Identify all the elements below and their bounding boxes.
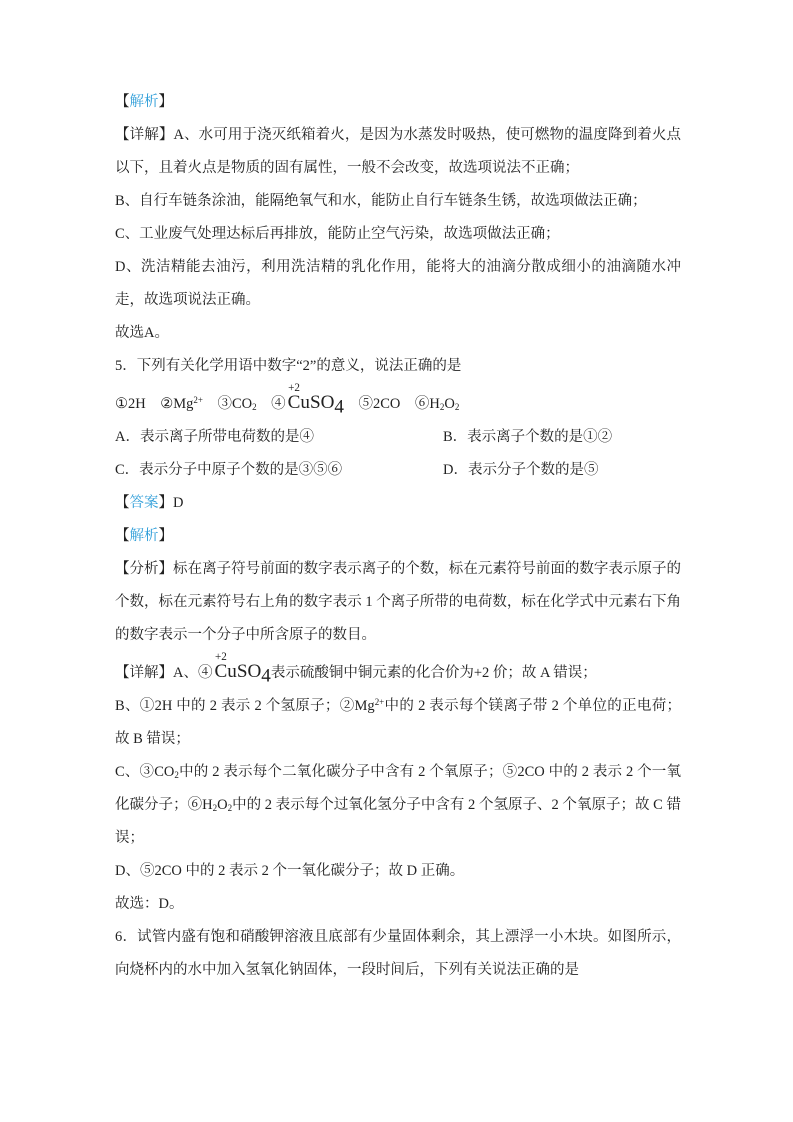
analysis-label-q5	[115, 520, 681, 553]
text-run: 【	[115, 494, 130, 511]
text-run: 中的 2 表示每个二氧化碳分子中含有 2 个氧原子；⑤2CO 中的 2 表示 2 个一氧化碳分子；⑥H	[115, 763, 681, 813]
text-run: 表示硫酸铜中铜元素的化合价为+2 价；故 A 错误；	[270, 664, 597, 681]
text-run: ①2H	[115, 395, 146, 412]
text-run: 2	[454, 402, 460, 413]
detail-d-q5	[115, 855, 681, 888]
document-content	[115, 86, 681, 987]
text-run: 2+	[374, 696, 385, 707]
text-run: 2	[174, 770, 179, 781]
text-run: ⑥H	[400, 395, 440, 412]
text-run: 【详解】A、④	[115, 664, 213, 681]
analysis-label-q4	[115, 86, 681, 119]
question-5-options-ab-col-1	[115, 421, 443, 454]
text-run: C、③CO	[115, 763, 175, 780]
text-run: C、工业废气处理达标后再排放，能防止空气污染，故选项做法正确；	[115, 226, 560, 242]
text-run: O	[444, 395, 455, 412]
text-run: 】	[158, 94, 173, 110]
text-run: 】D	[158, 494, 184, 511]
question-5-options-cd-col-1	[115, 454, 443, 487]
text-run: 5．下列有关化学用语中数字“2”的意义，说法正确的是	[115, 358, 462, 374]
text-run: 故选A。	[115, 325, 169, 341]
text-run: ②Mg	[145, 395, 194, 412]
valence-number: +2	[288, 382, 300, 394]
detail-a-q5	[115, 652, 681, 690]
element-symbol: Cu	[287, 391, 310, 413]
detail-c-q5	[115, 756, 681, 855]
text-run: ④	[256, 395, 286, 412]
valence-number: +2	[215, 650, 227, 663]
text-run: 故选：D。	[115, 895, 184, 912]
valence-formula	[214, 652, 236, 681]
text-run: 【	[115, 94, 130, 110]
text-run: 解析	[129, 527, 159, 544]
text-run: 2	[439, 402, 445, 413]
analysis-para-q5	[115, 553, 681, 652]
valence-formula	[288, 383, 310, 412]
detail-option-c-q4	[115, 218, 681, 251]
conclusion-q4	[115, 317, 681, 350]
text-run: SO	[309, 391, 335, 413]
text-run: 6．试管内盛有饱和硝酸钾溶液且底部有少量固体剩余，其上漂浮一小木块。如图所示，向烧杯内的水中加入氢氧化钠固体，一段时间后，下列有关说法正确的是	[115, 928, 681, 978]
text-run: B、自行车链条涂油，能隔绝氧气和水，能防止自行车链条生锈，故选项做法正确；	[115, 193, 647, 209]
question-5-stem	[115, 350, 681, 383]
text-run: C．表示分子中原子个数的是③⑤⑥	[115, 461, 343, 478]
text-run: O	[217, 796, 228, 813]
text-run: 中的 2 表示每个过氧化氢分子中含有 2 个氢原子、2 个氧原子；故 C 错误；	[115, 796, 681, 846]
detail-para-q4	[115, 119, 681, 185]
text-run: 4	[334, 396, 344, 418]
text-run: 2	[252, 402, 257, 413]
text-run: 2	[227, 803, 233, 814]
element-symbol: Cu	[214, 660, 237, 682]
text-run: 】	[158, 527, 173, 544]
text-run: B．表示离子个数的是①②	[443, 428, 613, 445]
detail-option-d-q4	[115, 251, 681, 317]
text-run: 【	[115, 527, 130, 544]
conclusion-q5	[115, 888, 681, 921]
question-5-formula-line	[115, 383, 681, 421]
text-run: SO	[236, 660, 262, 682]
question-5-options-ab	[115, 421, 681, 454]
text-run: 4	[261, 665, 271, 687]
answer-q5	[115, 487, 681, 520]
question-5-options-cd	[115, 454, 681, 487]
text-run: B、①2H 中的 2 表示 2 个氢原子；②Mg	[115, 697, 375, 714]
text-run: ③CO	[202, 395, 253, 412]
text-run: 【分析】标在离子符号前面的数字表示离子的个数，标在元素符号前面的数字表示原子的个数，标在元素符号右上角的数字表示 1 个离子所带的电荷数，标在化学式中元素右下角的数字表示一个分子中所含原子的数目。	[115, 560, 681, 643]
text-run: 答案	[129, 494, 159, 511]
text-run: D、洗洁精能去油污，利用洗洁精的乳化作用，能将大的油滴分散成细小的油滴随水冲走，故选项说法正确。	[115, 259, 681, 308]
text-run: 2	[212, 803, 218, 814]
text-run: 中的 2 表示每个镁离子带 2 个单位的正电荷；故 B 错误；	[115, 697, 681, 747]
text-run: 2+	[193, 395, 203, 405]
text-run: D．表示分子个数的是⑤	[443, 461, 599, 478]
detail-b-q5	[115, 690, 681, 756]
text-run: 解析	[129, 94, 159, 110]
text-run: A．表示离子所带电荷数的是④	[115, 428, 314, 445]
text-run: ⑤2CO	[343, 395, 401, 412]
detail-option-b-q4	[115, 185, 681, 218]
question-5-options-ab-col-2	[443, 421, 681, 454]
question-6-stem	[115, 921, 681, 987]
text-run: 【详解】A、水可用于浇灭纸箱着火，是因为水蒸发时吸热，使可燃物的温度降到着火点以下，且着火点是物质的固有属性，一般不会改变，故选项说法不正确；	[115, 127, 681, 176]
text-run: D、⑤2CO 中的 2 表示 2 个一氧化碳分子；故 D 正确。	[115, 862, 465, 879]
question-5-options-cd-col-2	[443, 454, 681, 487]
